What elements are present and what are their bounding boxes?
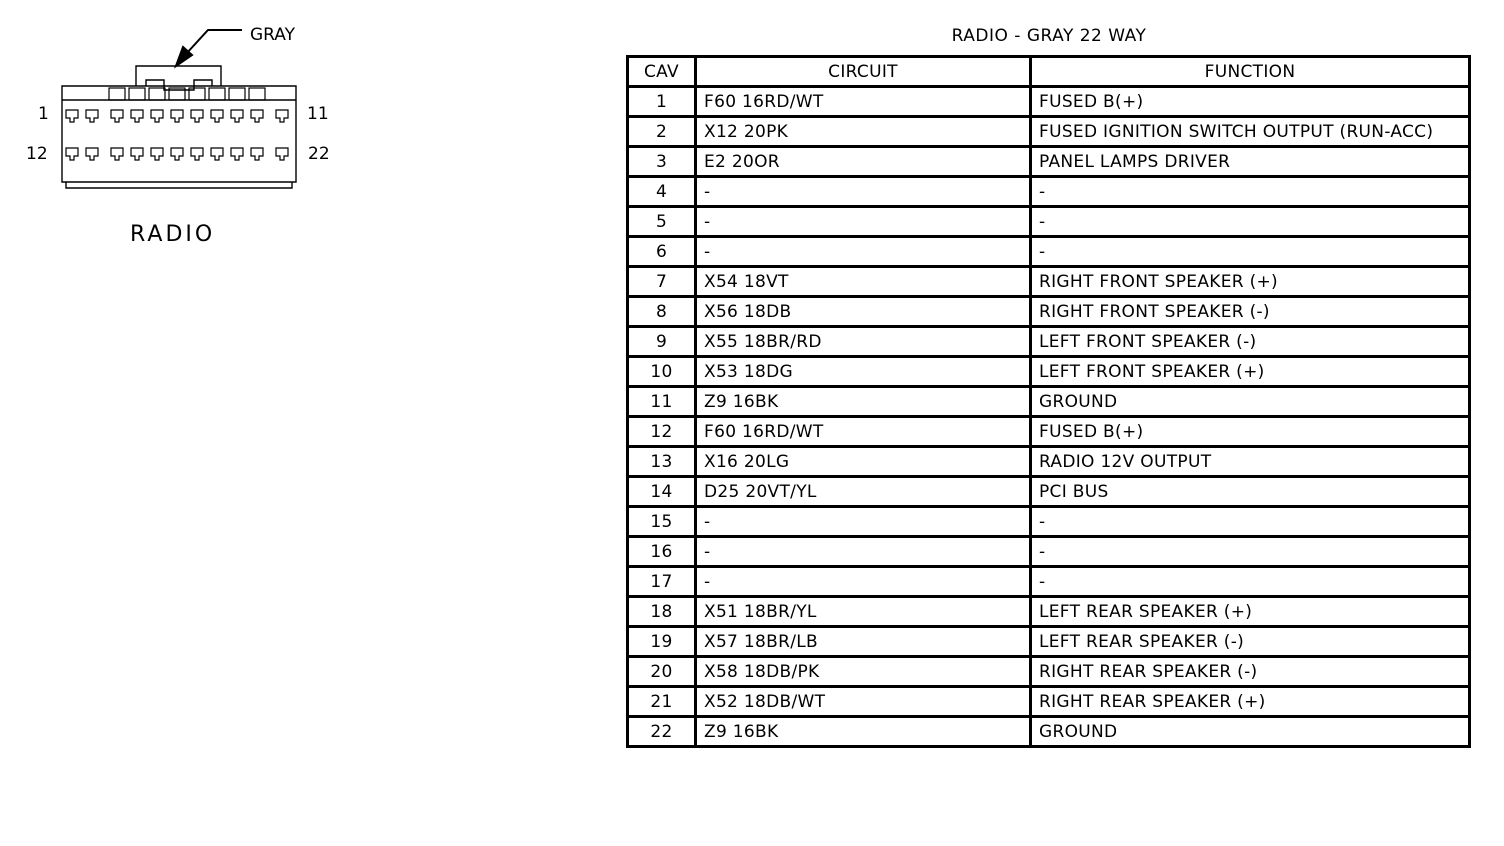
header-circuit: CIRCUIT xyxy=(696,57,1031,87)
function-cell: GROUND xyxy=(1031,387,1470,417)
function-cell: RADIO 12V OUTPUT xyxy=(1031,447,1470,477)
circuit-cell: X16 20LG xyxy=(696,447,1031,477)
circuit-cell: - xyxy=(696,237,1031,267)
cav-cell: 2 xyxy=(628,117,696,147)
function-cell: LEFT REAR SPEAKER (-) xyxy=(1031,627,1470,657)
function-cell: LEFT REAR SPEAKER (+) xyxy=(1031,597,1470,627)
function-cell: RIGHT FRONT SPEAKER (+) xyxy=(1031,267,1470,297)
table-row xyxy=(628,657,1470,687)
cavity-housing xyxy=(149,88,165,100)
circuit-cell: - xyxy=(696,177,1031,207)
table-row xyxy=(628,207,1470,237)
circuit-cell: X54 18VT xyxy=(696,267,1031,297)
circuit-cell: F60 16RD/WT xyxy=(696,87,1031,117)
circuit-cell: D25 20VT/YL xyxy=(696,477,1031,507)
table-row xyxy=(628,87,1470,117)
cavity-housing xyxy=(129,88,145,100)
cav-cell: 22 xyxy=(628,717,696,747)
pin-label-22: 22 xyxy=(308,144,330,164)
cav-cell: 10 xyxy=(628,357,696,387)
circuit-cell: X53 18DG xyxy=(696,357,1031,387)
circuit-cell: X51 18BR/YL xyxy=(696,597,1031,627)
table-row xyxy=(628,627,1470,657)
header-function: FUNCTION xyxy=(1031,57,1470,87)
table-row xyxy=(628,417,1470,447)
table-row xyxy=(628,537,1470,567)
circuit-cell: X12 20PK xyxy=(696,117,1031,147)
terminal-cavity xyxy=(111,148,123,160)
terminal-cavity xyxy=(231,148,243,160)
cav-cell: 9 xyxy=(628,327,696,357)
function-cell: LEFT FRONT SPEAKER (-) xyxy=(1031,327,1470,357)
cav-cell: 17 xyxy=(628,567,696,597)
terminal-cavity xyxy=(86,110,98,122)
function-cell: - xyxy=(1031,237,1470,267)
circuit-cell: Z9 16BK xyxy=(696,717,1031,747)
terminal-cavities xyxy=(66,88,288,160)
terminal-cavity xyxy=(191,148,203,160)
terminal-cavity xyxy=(251,148,263,160)
table-row xyxy=(628,237,1470,267)
cav-cell: 21 xyxy=(628,687,696,717)
connector-diagram xyxy=(0,0,600,260)
pin-label-12: 12 xyxy=(26,144,48,164)
function-cell: - xyxy=(1031,507,1470,537)
terminal-cavity xyxy=(276,110,288,122)
circuit-cell: E2 20OR xyxy=(696,147,1031,177)
function-cell: - xyxy=(1031,177,1470,207)
connector-body xyxy=(62,66,296,188)
function-cell: - xyxy=(1031,207,1470,237)
function-cell: - xyxy=(1031,567,1470,597)
cav-cell: 11 xyxy=(628,387,696,417)
pin-label-1: 1 xyxy=(38,104,49,124)
circuit-cell: X57 18BR/LB xyxy=(696,627,1031,657)
terminal-cavity xyxy=(151,110,163,122)
cav-cell: 12 xyxy=(628,417,696,447)
table-row xyxy=(628,177,1470,207)
table-row xyxy=(628,297,1470,327)
cav-cell: 3 xyxy=(628,147,696,177)
circuit-cell: - xyxy=(696,567,1031,597)
table-row xyxy=(628,597,1470,627)
cav-cell: 6 xyxy=(628,237,696,267)
table-row xyxy=(628,717,1470,747)
cavity-housing xyxy=(249,88,265,100)
table-row xyxy=(628,147,1470,177)
terminal-cavity xyxy=(66,110,78,122)
terminal-cavity xyxy=(211,110,223,122)
cav-cell: 13 xyxy=(628,447,696,477)
cav-cell: 19 xyxy=(628,627,696,657)
terminal-cavity xyxy=(171,148,183,160)
callout-arrow xyxy=(176,30,242,66)
pinout-table-body xyxy=(628,87,1470,747)
table-row xyxy=(628,477,1470,507)
cav-cell: 16 xyxy=(628,537,696,567)
function-cell: PANEL LAMPS DRIVER xyxy=(1031,147,1470,177)
circuit-cell: X58 18DB/PK xyxy=(696,657,1031,687)
function-cell: RIGHT FRONT SPEAKER (-) xyxy=(1031,297,1470,327)
cavity-housing xyxy=(109,88,125,100)
cav-cell: 15 xyxy=(628,507,696,537)
circuit-cell: X55 18BR/RD xyxy=(696,327,1031,357)
function-cell: RIGHT REAR SPEAKER (+) xyxy=(1031,687,1470,717)
pin-label-11: 11 xyxy=(307,104,329,124)
terminal-cavity xyxy=(191,110,203,122)
cav-cell: 5 xyxy=(628,207,696,237)
table-header-row xyxy=(628,57,1470,87)
connector-color-label: GRAY xyxy=(250,25,295,45)
table-row xyxy=(628,387,1470,417)
table-row xyxy=(628,507,1470,537)
circuit-cell: - xyxy=(696,507,1031,537)
circuit-cell: X52 18DB/WT xyxy=(696,687,1031,717)
circuit-cell: Z9 16BK xyxy=(696,387,1031,417)
cav-cell: 18 xyxy=(628,597,696,627)
header-cav: CAV xyxy=(628,57,696,87)
circuit-cell: - xyxy=(696,537,1031,567)
terminal-cavity xyxy=(231,110,243,122)
circuit-cell: - xyxy=(696,207,1031,237)
function-cell: GROUND xyxy=(1031,717,1470,747)
cav-cell: 1 xyxy=(628,87,696,117)
function-cell: RIGHT REAR SPEAKER (-) xyxy=(1031,657,1470,687)
cav-cell: 7 xyxy=(628,267,696,297)
table-row xyxy=(628,447,1470,477)
function-cell: FUSED IGNITION SWITCH OUTPUT (RUN-ACC) xyxy=(1031,117,1470,147)
cav-cell: 20 xyxy=(628,657,696,687)
connector-name-label: RADIO xyxy=(130,222,216,247)
cavity-housing xyxy=(229,88,245,100)
terminal-cavity xyxy=(111,110,123,122)
cav-cell: 14 xyxy=(628,477,696,507)
terminal-cavity xyxy=(86,148,98,160)
terminal-cavity xyxy=(171,110,183,122)
circuit-cell: F60 16RD/WT xyxy=(696,417,1031,447)
terminal-cavity xyxy=(131,110,143,122)
circuit-cell: X56 18DB xyxy=(696,297,1031,327)
terminal-cavity xyxy=(151,148,163,160)
cav-cell: 8 xyxy=(628,297,696,327)
table-row xyxy=(628,567,1470,597)
function-cell: - xyxy=(1031,537,1470,567)
cavity-housing xyxy=(209,88,225,100)
table-row xyxy=(628,117,1470,147)
table-title: RADIO - GRAY 22 WAY xyxy=(951,26,1147,46)
terminal-cavity xyxy=(251,110,263,122)
cav-cell: 4 xyxy=(628,177,696,207)
table-row xyxy=(628,267,1470,297)
terminal-cavity xyxy=(66,148,78,160)
table-row xyxy=(628,357,1470,387)
terminal-cavity xyxy=(276,148,288,160)
pinout-table xyxy=(626,55,1471,748)
terminal-cavity xyxy=(211,148,223,160)
function-cell: FUSED B(+) xyxy=(1031,87,1470,117)
terminal-cavity xyxy=(131,148,143,160)
function-cell: FUSED B(+) xyxy=(1031,417,1470,447)
function-cell: LEFT FRONT SPEAKER (+) xyxy=(1031,357,1470,387)
table-row xyxy=(628,327,1470,357)
table-row xyxy=(628,687,1470,717)
function-cell: PCI BUS xyxy=(1031,477,1470,507)
